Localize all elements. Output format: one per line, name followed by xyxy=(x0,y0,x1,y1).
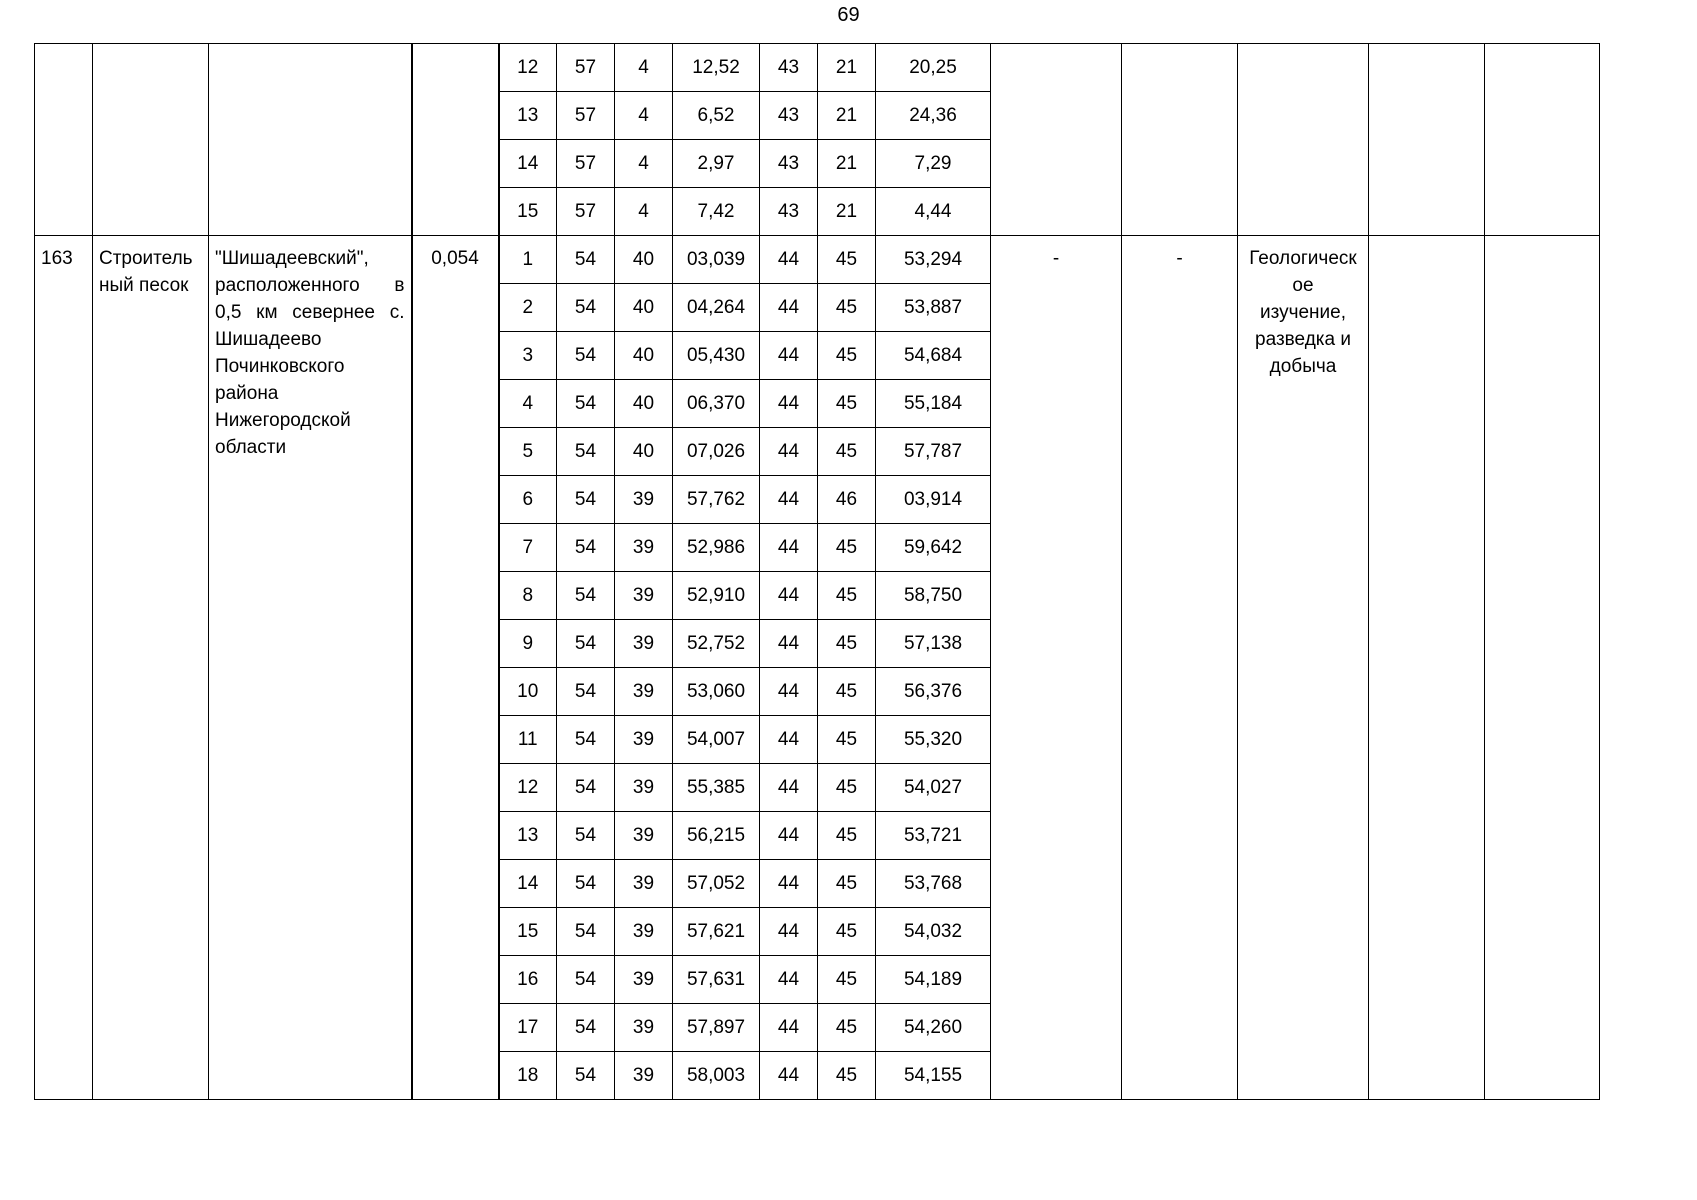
latitude-minutes-cell: 39 xyxy=(615,476,673,524)
point-number-cell: 5 xyxy=(499,428,557,476)
point-number-cell: 15 xyxy=(499,188,557,236)
longitude-degrees-cell: 44 xyxy=(760,236,818,284)
longitude-seconds-cell: 54,189 xyxy=(876,956,991,1004)
latitude-minutes-cell: 39 xyxy=(615,668,673,716)
extra-cell-1 xyxy=(991,44,1122,236)
latitude-degrees-cell: 54 xyxy=(557,764,615,812)
latitude-degrees-cell: 54 xyxy=(557,668,615,716)
description-text-line: 0,5 км севернее с. xyxy=(215,302,405,323)
longitude-degrees-cell: 44 xyxy=(760,764,818,812)
longitude-seconds-cell: 53,294 xyxy=(876,236,991,284)
longitude-degrees-cell: 43 xyxy=(760,44,818,92)
longitude-degrees-cell: 44 xyxy=(760,956,818,1004)
latitude-seconds-cell: 12,52 xyxy=(673,44,760,92)
longitude-degrees-cell: 44 xyxy=(760,476,818,524)
longitude-degrees-cell: 44 xyxy=(760,1004,818,1052)
longitude-degrees-cell: 44 xyxy=(760,284,818,332)
longitude-minutes-cell: 45 xyxy=(818,284,876,332)
area-cell xyxy=(412,44,499,236)
latitude-seconds-cell: 56,215 xyxy=(673,812,760,860)
longitude-minutes-cell: 45 xyxy=(818,764,876,812)
longitude-minutes-cell: 45 xyxy=(818,572,876,620)
table-body xyxy=(35,44,1600,1100)
latitude-degrees-cell: 54 xyxy=(557,284,615,332)
latitude-minutes-cell: 39 xyxy=(615,1004,673,1052)
latitude-seconds-cell: 52,986 xyxy=(673,524,760,572)
point-number-cell: 13 xyxy=(499,92,557,140)
mineral-text-line: ный песок xyxy=(99,275,189,296)
point-number-cell: 11 xyxy=(499,716,557,764)
latitude-degrees-cell: 54 xyxy=(557,956,615,1004)
longitude-degrees-cell: 44 xyxy=(760,428,818,476)
extra-cell-4 xyxy=(1485,44,1600,236)
longitude-seconds-cell: 4,44 xyxy=(876,188,991,236)
usage-text-line: разведка и xyxy=(1255,329,1351,350)
latitude-degrees-cell: 54 xyxy=(557,476,615,524)
longitude-minutes-cell: 21 xyxy=(818,92,876,140)
longitude-degrees-cell: 44 xyxy=(760,716,818,764)
longitude-seconds-cell: 57,138 xyxy=(876,620,991,668)
description-text-line: Шишадеево xyxy=(215,329,322,350)
longitude-degrees-cell: 44 xyxy=(760,860,818,908)
latitude-degrees-cell: 57 xyxy=(557,92,615,140)
longitude-minutes-cell: 45 xyxy=(818,860,876,908)
longitude-degrees-cell: 44 xyxy=(760,1052,818,1100)
longitude-seconds-cell: 53,887 xyxy=(876,284,991,332)
longitude-minutes-cell: 21 xyxy=(818,188,876,236)
description-cell xyxy=(209,44,412,236)
table-row xyxy=(35,44,1600,92)
point-number-cell: 3 xyxy=(499,332,557,380)
longitude-seconds-cell: 53,721 xyxy=(876,812,991,860)
latitude-minutes-cell: 39 xyxy=(615,764,673,812)
longitude-minutes-cell: 45 xyxy=(818,428,876,476)
latitude-seconds-cell: 05,430 xyxy=(673,332,760,380)
description-cell xyxy=(209,236,412,1100)
extra-cell-1: - xyxy=(991,236,1122,1100)
latitude-minutes-cell: 4 xyxy=(615,44,673,92)
usage-text-line: добыча xyxy=(1269,356,1337,377)
longitude-minutes-cell: 45 xyxy=(818,332,876,380)
latitude-minutes-cell: 4 xyxy=(615,140,673,188)
latitude-seconds-cell: 06,370 xyxy=(673,380,760,428)
longitude-seconds-cell: 54,684 xyxy=(876,332,991,380)
latitude-degrees-cell: 54 xyxy=(557,812,615,860)
longitude-degrees-cell: 44 xyxy=(760,620,818,668)
latitude-seconds-cell: 53,060 xyxy=(673,668,760,716)
point-number-cell: 15 xyxy=(499,908,557,956)
point-number-cell: 16 xyxy=(499,956,557,1004)
latitude-degrees-cell: 54 xyxy=(557,908,615,956)
latitude-degrees-cell: 54 xyxy=(557,1004,615,1052)
description-text-line: расположенного в xyxy=(215,275,405,296)
latitude-minutes-cell: 4 xyxy=(615,92,673,140)
latitude-minutes-cell: 39 xyxy=(615,812,673,860)
license-registry-table xyxy=(34,43,1600,1100)
latitude-seconds-cell: 57,621 xyxy=(673,908,760,956)
latitude-degrees-cell: 57 xyxy=(557,140,615,188)
latitude-seconds-cell: 57,897 xyxy=(673,1004,760,1052)
longitude-minutes-cell: 45 xyxy=(818,716,876,764)
point-number-cell: 9 xyxy=(499,620,557,668)
point-number-cell: 6 xyxy=(499,476,557,524)
extra-cell-4 xyxy=(1485,236,1600,1100)
latitude-degrees-cell: 54 xyxy=(557,620,615,668)
description-text-line: Нижегородской xyxy=(215,410,351,431)
longitude-seconds-cell: 03,914 xyxy=(876,476,991,524)
latitude-seconds-cell: 54,007 xyxy=(673,716,760,764)
longitude-degrees-cell: 43 xyxy=(760,92,818,140)
longitude-seconds-cell: 54,027 xyxy=(876,764,991,812)
description-text-line: Починковского xyxy=(215,356,345,377)
entry-number-cell: 163 xyxy=(35,236,93,1100)
extra-cell-2 xyxy=(1122,44,1238,236)
latitude-degrees-cell: 54 xyxy=(557,332,615,380)
latitude-minutes-cell: 39 xyxy=(615,524,673,572)
latitude-minutes-cell: 40 xyxy=(615,332,673,380)
latitude-degrees-cell: 54 xyxy=(557,428,615,476)
latitude-degrees-cell: 54 xyxy=(557,860,615,908)
point-number-cell: 8 xyxy=(499,572,557,620)
mineral-cell xyxy=(93,236,209,1100)
mineral-text-line: Строитель xyxy=(99,248,193,269)
latitude-minutes-cell: 39 xyxy=(615,572,673,620)
point-number-cell: 14 xyxy=(499,140,557,188)
longitude-minutes-cell: 45 xyxy=(818,524,876,572)
usage-text-line: изучение, xyxy=(1259,302,1347,323)
point-number-cell: 12 xyxy=(499,44,557,92)
latitude-degrees-cell: 57 xyxy=(557,188,615,236)
longitude-minutes-cell: 45 xyxy=(818,620,876,668)
latitude-degrees-cell: 57 xyxy=(557,44,615,92)
usage-text-line: Геологическ xyxy=(1249,248,1357,269)
latitude-seconds-cell: 03,039 xyxy=(673,236,760,284)
point-number-cell: 14 xyxy=(499,860,557,908)
latitude-minutes-cell: 40 xyxy=(615,380,673,428)
longitude-degrees-cell: 43 xyxy=(760,140,818,188)
point-number-cell: 17 xyxy=(499,1004,557,1052)
longitude-seconds-cell: 59,642 xyxy=(876,524,991,572)
latitude-seconds-cell: 04,264 xyxy=(673,284,760,332)
latitude-seconds-cell: 58,003 xyxy=(673,1052,760,1100)
latitude-minutes-cell: 39 xyxy=(615,620,673,668)
latitude-seconds-cell: 52,752 xyxy=(673,620,760,668)
latitude-seconds-cell: 07,026 xyxy=(673,428,760,476)
longitude-seconds-cell: 7,29 xyxy=(876,140,991,188)
latitude-seconds-cell: 57,762 xyxy=(673,476,760,524)
longitude-degrees-cell: 44 xyxy=(760,572,818,620)
extra-cell-3 xyxy=(1369,236,1485,1100)
latitude-seconds-cell: 2,97 xyxy=(673,140,760,188)
longitude-degrees-cell: 43 xyxy=(760,188,818,236)
longitude-minutes-cell: 21 xyxy=(818,140,876,188)
latitude-minutes-cell: 40 xyxy=(615,428,673,476)
point-number-cell: 1 xyxy=(499,236,557,284)
latitude-minutes-cell: 4 xyxy=(615,188,673,236)
point-number-cell: 13 xyxy=(499,812,557,860)
longitude-minutes-cell: 46 xyxy=(818,476,876,524)
longitude-seconds-cell: 54,032 xyxy=(876,908,991,956)
longitude-degrees-cell: 44 xyxy=(760,380,818,428)
longitude-seconds-cell: 58,750 xyxy=(876,572,991,620)
longitude-minutes-cell: 45 xyxy=(818,956,876,1004)
longitude-minutes-cell: 45 xyxy=(818,236,876,284)
table-row xyxy=(35,236,1600,284)
latitude-minutes-cell: 39 xyxy=(615,716,673,764)
extra-cell-3 xyxy=(1369,44,1485,236)
latitude-degrees-cell: 54 xyxy=(557,572,615,620)
entry-number-cell xyxy=(35,44,93,236)
point-number-cell: 18 xyxy=(499,1052,557,1100)
latitude-seconds-cell: 57,052 xyxy=(673,860,760,908)
longitude-degrees-cell: 44 xyxy=(760,812,818,860)
latitude-minutes-cell: 39 xyxy=(615,908,673,956)
point-number-cell: 12 xyxy=(499,764,557,812)
point-number-cell: 7 xyxy=(499,524,557,572)
longitude-minutes-cell: 45 xyxy=(818,812,876,860)
longitude-seconds-cell: 55,320 xyxy=(876,716,991,764)
longitude-seconds-cell: 57,787 xyxy=(876,428,991,476)
latitude-degrees-cell: 54 xyxy=(557,380,615,428)
page-number: 69 xyxy=(837,4,860,26)
description-text-line: области xyxy=(215,437,287,458)
usage-cell xyxy=(1238,44,1369,236)
area-cell: 0,054 xyxy=(412,236,499,1100)
latitude-seconds-cell: 52,910 xyxy=(673,572,760,620)
point-number-cell: 2 xyxy=(499,284,557,332)
longitude-seconds-cell: 54,260 xyxy=(876,1004,991,1052)
latitude-seconds-cell: 57,631 xyxy=(673,956,760,1004)
latitude-seconds-cell: 55,385 xyxy=(673,764,760,812)
latitude-seconds-cell: 6,52 xyxy=(673,92,760,140)
longitude-seconds-cell: 53,768 xyxy=(876,860,991,908)
latitude-minutes-cell: 39 xyxy=(615,956,673,1004)
usage-text-line: ое xyxy=(1292,275,1314,296)
latitude-minutes-cell: 40 xyxy=(615,284,673,332)
longitude-degrees-cell: 44 xyxy=(760,668,818,716)
longitude-minutes-cell: 45 xyxy=(818,380,876,428)
longitude-minutes-cell: 45 xyxy=(818,668,876,716)
longitude-minutes-cell: 21 xyxy=(818,44,876,92)
point-number-cell: 10 xyxy=(499,668,557,716)
mineral-cell xyxy=(93,44,209,236)
latitude-degrees-cell: 54 xyxy=(557,524,615,572)
longitude-minutes-cell: 45 xyxy=(818,1052,876,1100)
longitude-minutes-cell: 45 xyxy=(818,1004,876,1052)
longitude-seconds-cell: 20,25 xyxy=(876,44,991,92)
latitude-degrees-cell: 54 xyxy=(557,236,615,284)
longitude-seconds-cell: 24,36 xyxy=(876,92,991,140)
latitude-minutes-cell: 39 xyxy=(615,860,673,908)
description-text-line: "Шишадеевский", xyxy=(215,248,369,269)
latitude-degrees-cell: 54 xyxy=(557,716,615,764)
longitude-minutes-cell: 45 xyxy=(818,908,876,956)
longitude-degrees-cell: 44 xyxy=(760,908,818,956)
longitude-degrees-cell: 44 xyxy=(760,332,818,380)
longitude-seconds-cell: 54,155 xyxy=(876,1052,991,1100)
latitude-degrees-cell: 54 xyxy=(557,1052,615,1100)
latitude-seconds-cell: 7,42 xyxy=(673,188,760,236)
description-text-line: района xyxy=(215,383,279,404)
extra-cell-2: - xyxy=(1122,236,1238,1100)
longitude-degrees-cell: 44 xyxy=(760,524,818,572)
longitude-seconds-cell: 55,184 xyxy=(876,380,991,428)
latitude-minutes-cell: 40 xyxy=(615,236,673,284)
latitude-minutes-cell: 39 xyxy=(615,1052,673,1100)
point-number-cell: 4 xyxy=(499,380,557,428)
usage-cell xyxy=(1238,236,1369,1100)
longitude-seconds-cell: 56,376 xyxy=(876,668,991,716)
